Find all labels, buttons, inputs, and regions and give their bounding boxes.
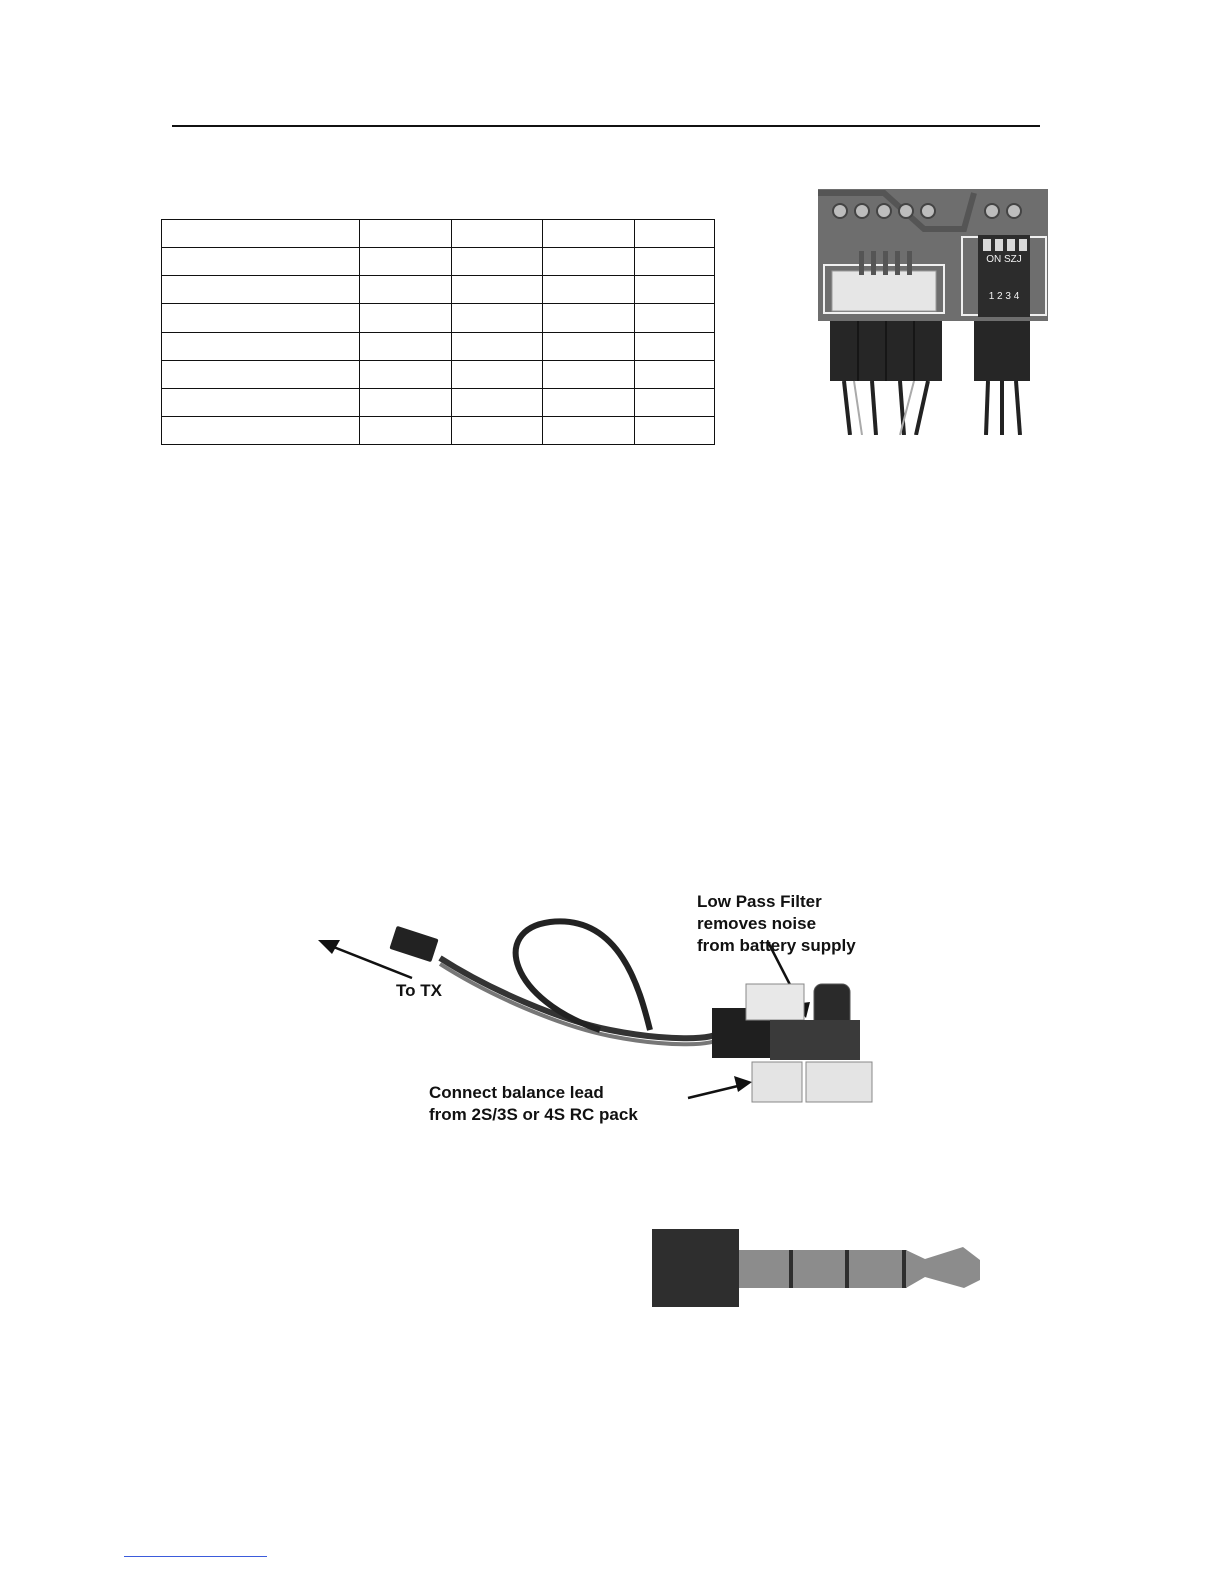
table-cell xyxy=(452,416,543,444)
table-row xyxy=(162,360,715,388)
table-cell xyxy=(635,304,715,332)
table-cell xyxy=(543,220,635,248)
table-cell xyxy=(360,416,452,444)
header-rule xyxy=(172,125,1040,127)
table-cell xyxy=(635,248,715,276)
table-cell xyxy=(635,416,715,444)
dip-switch-number-label: 1 2 3 4 xyxy=(988,291,1020,302)
table-cell xyxy=(360,248,452,276)
table-cell xyxy=(360,276,452,304)
table-cell xyxy=(162,388,360,416)
table-cell xyxy=(543,360,635,388)
stereo-jack-plug-icon xyxy=(650,1225,985,1310)
footer-link-underline xyxy=(124,1556,267,1557)
table-cell xyxy=(452,388,543,416)
table-cell xyxy=(635,220,715,248)
table-cell xyxy=(162,276,360,304)
table-row xyxy=(162,304,715,332)
table-cell xyxy=(635,388,715,416)
low-pass-filter-callout: Low Pass Filter removes noise from battery supply xyxy=(697,892,856,955)
table-cell xyxy=(543,248,635,276)
table-cell xyxy=(360,332,452,360)
table-cell xyxy=(162,416,360,444)
table-row xyxy=(162,248,715,276)
table-cell xyxy=(162,248,360,276)
table-row xyxy=(162,416,715,444)
dip-switch-top-label: ON SZJ xyxy=(986,254,1022,265)
table-cell xyxy=(635,360,715,388)
circuit-board-photo xyxy=(814,189,1048,435)
table-cell xyxy=(452,304,543,332)
table-row xyxy=(162,332,715,360)
table-cell xyxy=(543,388,635,416)
table-row xyxy=(162,388,715,416)
table-cell xyxy=(360,388,452,416)
balance-lead-callout: Connect balance lead from 2S/3S or 4S RC pack xyxy=(429,1083,638,1124)
table-cell xyxy=(360,360,452,388)
table-cell xyxy=(452,332,543,360)
table-row xyxy=(162,220,715,248)
table-cell xyxy=(543,416,635,444)
table-cell xyxy=(452,276,543,304)
table-cell xyxy=(452,220,543,248)
table-cell xyxy=(360,220,452,248)
table-cell xyxy=(543,332,635,360)
empty-table xyxy=(161,219,715,445)
to-tx-callout: To TX xyxy=(396,981,442,1000)
table-cell xyxy=(543,276,635,304)
table-cell xyxy=(360,304,452,332)
table-cell xyxy=(162,332,360,360)
table-cell xyxy=(452,360,543,388)
table-cell xyxy=(162,220,360,248)
table-cell xyxy=(635,276,715,304)
table-cell xyxy=(162,360,360,388)
table-cell xyxy=(162,304,360,332)
table-cell xyxy=(543,304,635,332)
table-cell xyxy=(452,248,543,276)
table-row xyxy=(162,276,715,304)
table-cell xyxy=(635,332,715,360)
